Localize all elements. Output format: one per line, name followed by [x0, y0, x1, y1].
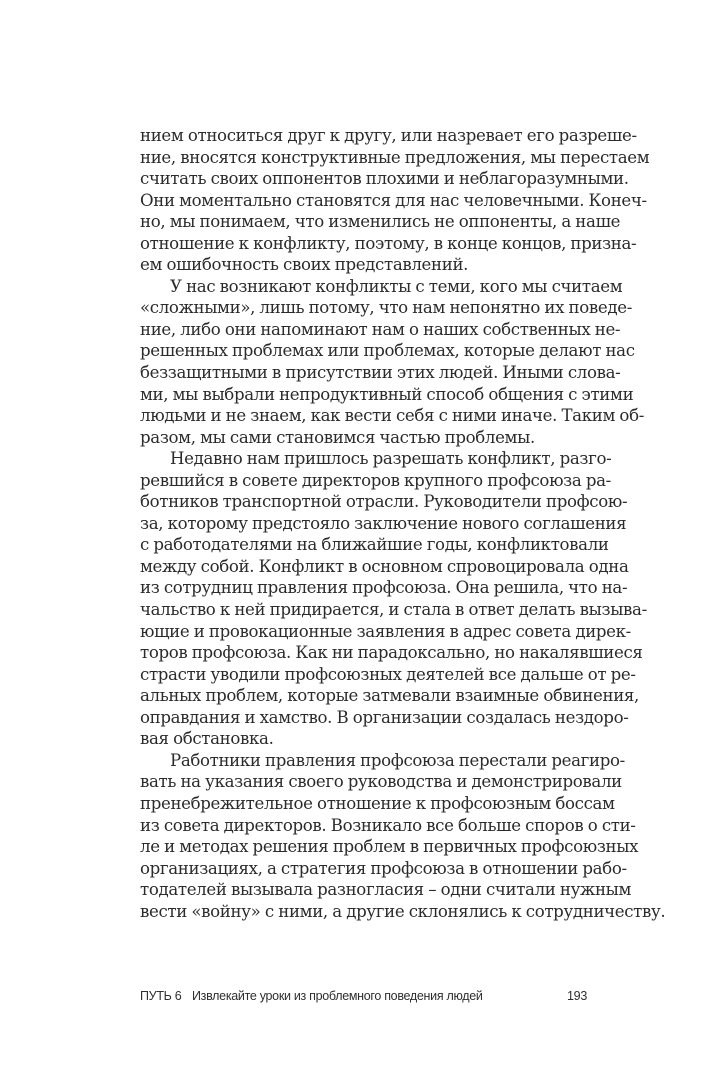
text-line: тодателей вызывала разногласия – одни считали нужным — [140, 880, 632, 900]
text-line: считать своих оппонентов плохими и неблагоразумными. — [140, 169, 629, 189]
text-line: между собой. Конфликт в основном спровоцировала одна — [140, 556, 629, 576]
footer-section-label: ПУТЬ 6 — [140, 989, 182, 1003]
text-line: людьми и не знаем, как вести себя с ними иначе. Таким об- — [140, 406, 644, 426]
body-text — [140, 125, 666, 922]
text-line: но, мы понимаем, что изменились не оппоненты, а наше — [140, 212, 621, 232]
text-line: отношение к конфликту, поэтому, в конце концов, призна- — [140, 233, 637, 253]
text-line: ми, мы выбрали непродуктивный способ общения с этими — [140, 384, 634, 404]
text-line: за, которому предстояло заключение нового соглашения — [140, 513, 627, 533]
footer-chapter-title: Извлекайте уроки из проблемного поведения людей — [192, 989, 483, 1003]
text-line: Работники правления профсоюза перестали реагиро- — [170, 750, 625, 770]
text-line: пренебрежительное отношение к профсоюзным боссам — [140, 793, 615, 813]
text-line: из совета директоров. Возникало все больше споров о сти- — [140, 815, 636, 835]
text-line: нием относиться друг к другу, или назревает его разреше- — [140, 126, 637, 145]
text-line: вать на указания своего руководства и демонстрировали — [140, 772, 622, 792]
text-line: вая обстановка. — [140, 729, 274, 749]
text-line: ющие и провокационные заявления в адрес совета дирек- — [140, 621, 631, 641]
text-line: разом, мы сами становимся частью проблемы. — [140, 427, 535, 447]
text-line: чальство к ней придирается, и стала в ответ делать вызыва- — [140, 600, 647, 620]
running-footer — [140, 989, 589, 1007]
text-line: ботников транспортной отрасли. Руководители профсою- — [140, 492, 628, 512]
text-line: ние, либо они напоминают нам о наших собственных не- — [140, 319, 621, 339]
text-line: вести «войну» с ними, а другие склонялись к сотрудничеству. — [140, 901, 666, 921]
text-line: «сложными», лишь потому, что нам непонятно их поведе- — [140, 298, 632, 318]
paragraph — [140, 125, 650, 276]
text-line: торов профсоюза. Как ни парадоксально, но накалявшиеся — [140, 643, 643, 663]
text-line: У нас возникают конфликты с теми, кого мы считаем — [170, 276, 623, 296]
text-line: ние, вносятся конструктивные предложения, мы перестаем — [140, 147, 650, 167]
text-line: беззащитными в присутствии этих людей. Иными слова- — [140, 363, 621, 383]
paragraph — [140, 448, 647, 750]
text-line: организациях, а стратегия профсоюза в отношении рабо- — [140, 858, 627, 878]
text-line: Они моментально становятся для нас человечными. Конеч- — [140, 190, 647, 210]
text-line: ем ошибочность своих представлений. — [140, 255, 469, 275]
paragraph — [140, 276, 644, 448]
text-line: оправдания и хамство. В организации создалась нездоро- — [140, 707, 629, 727]
text-line: страсти уводили профсоюзных деятелей все дальше от ре- — [140, 664, 636, 684]
text-line: с работодателями на ближайшие годы, конфликтовали — [140, 535, 609, 555]
text-line: решенных проблемах или проблемах, которые делают нас — [140, 341, 635, 361]
text-line: ревшийся в совете директоров крупного профсоюза ра- — [140, 470, 611, 490]
text-line: из сотрудниц правления профсоюза. Она решила, что на- — [140, 578, 628, 598]
text-line: альных проблем, которые затмевали взаимные обвинения, — [140, 686, 639, 706]
page-number: 193 — [567, 989, 587, 1003]
text-line: ле и методах решения проблем в первичных профсоюзных — [140, 837, 639, 857]
text-line: Недавно нам пришлось разрешать конфликт, разго- — [170, 449, 612, 469]
paragraph — [140, 750, 666, 922]
